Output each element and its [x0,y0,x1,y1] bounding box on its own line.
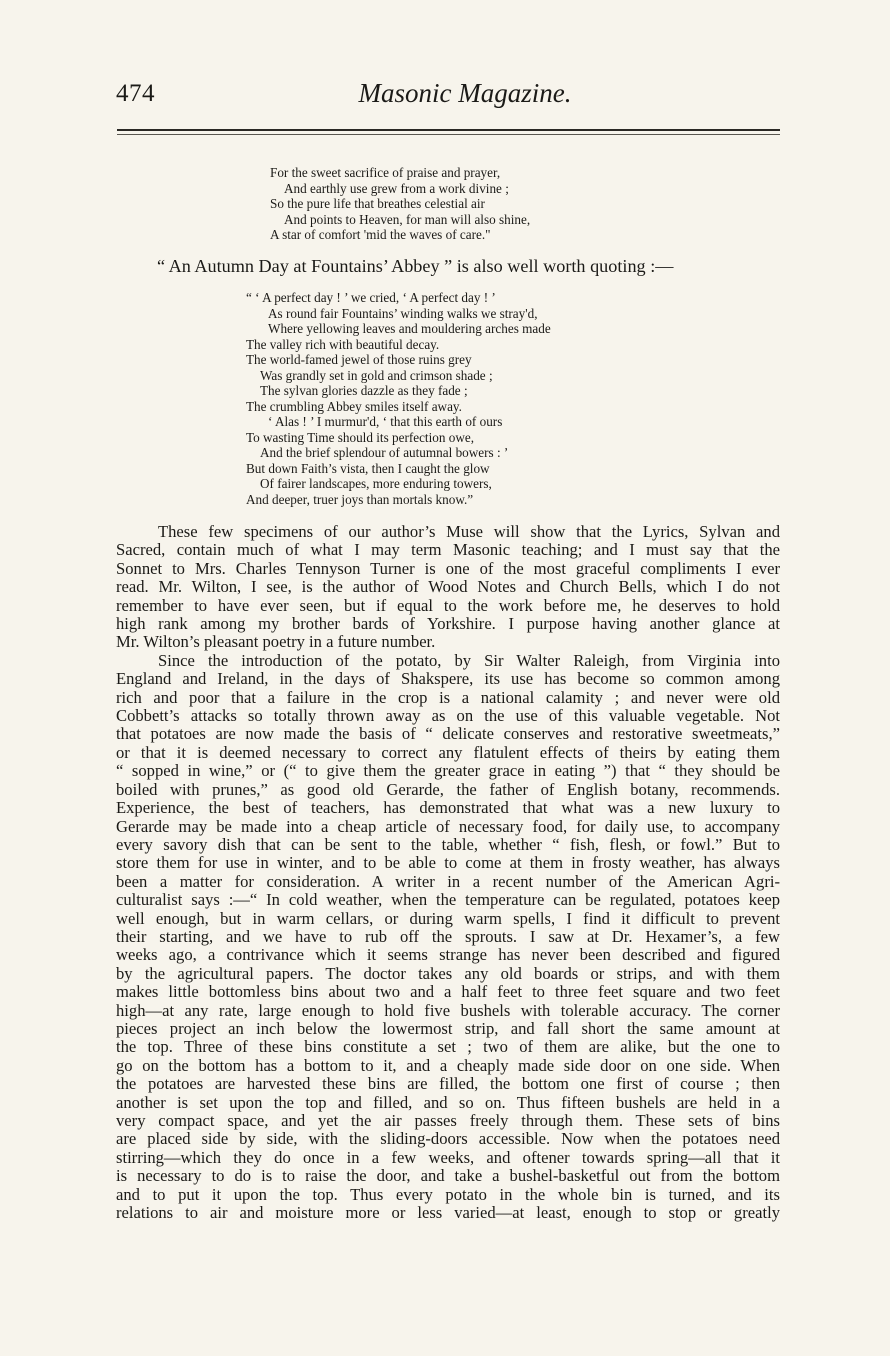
poem-excerpt-2 [246,290,551,507]
poem-line: And the brief splendour of autumnal bowers : ’ [260,445,509,460]
text-line: These few specimens of our author’s Muse will show that the Lyrics, Sylvan and [158,522,780,541]
poem-line: And earthly use grew from a work divine ; [284,180,509,196]
article-body [116,523,780,1222]
text-line: England and Ireland, in the days of Shakspere, its use has become so common among [116,669,780,689]
text-line: every savory dish that can be sent to the table, whether “ fish, flesh, or fowl.” But to [116,834,780,854]
poem-line: To wasting Time should its perfection owe, [246,429,475,445]
text-line: Gerarde may be made into a cheap article of necessary food, for daily use, to accompany [116,816,780,836]
paragraph-review [116,523,780,652]
text-line: the top. Three of these bins constitute a set ; two of them are alike, but the one to [116,1037,780,1057]
text-line: “ sopped in wine,” or (“ to give them the greater grace in eating ”) that “ they should be [116,761,780,781]
text-line: high rank among my brother bards of Yorkshire. I purpose having another glance at [116,614,780,634]
poem-line: ‘ Alas ! ’ I murmur'd, ‘ that this earth of ours [268,414,503,429]
text-line: by the agricultural papers. The doctor takes any old boards or strips, and with them [116,963,780,983]
header-rule [117,129,780,131]
poem-line: A star of comfort 'mid the waves of care." [270,227,491,242]
poem-excerpt-1 [270,165,530,243]
text-line: Sonnet to Mrs. Charles Tennyson Turner is one of the most graceful compliments I ever [116,558,780,578]
text-line: are placed side by side, with the sliding-doors accessible. Now when the potatoes need [116,1129,780,1149]
text-line: Cobbett’s attacks so totally thrown away as on the use of this valuable vegetable. Not [116,706,780,726]
text-line: read. Mr. Wilton, I see, is the author of Wood Notes and Church Bells, which I do not [116,577,780,597]
poem-line: For the sweet sacrifice of praise and prayer, [270,165,501,180]
text-line: is necessary to do is to raise the door, and take a bushel-basketful out from the bottom [116,1166,780,1186]
poem-line: Of fairer landscapes, more enduring towers, [260,476,492,491]
text-line: well enough, but in warm cellars, or during warm spells, I find it difficult to prevent [116,908,780,928]
page-number: 474 [116,80,155,107]
text-line: been a matter for consideration. A writer in a recent number of the American Agri- [116,871,780,891]
text-line: Mr. Wilton’s pleasant poetry in a future number. [116,632,436,652]
text-line: very compact space, and yet the air passes freely through them. These sets of bins [116,1111,780,1130]
text-line: culturalist says :—“ In cold weather, when the temperature can be regulated, potatoes keep [116,890,780,910]
text-line: Sacred, contain much of what I may term Masonic teaching; and I must say that the [116,540,780,560]
text-line: weeks ago, a contrivance which it seems strange has never been described and figured [116,945,780,965]
poem-line: And points to Heaven, for man will also shine, [284,211,531,227]
text-line: the potatoes are harvested these bins are filled, the bottom one first of course ; then [116,1074,780,1094]
text-line: makes little bottomless bins about two and a half feet to three feet square and two feet [116,982,780,1002]
text-line: stirring—which they do once in a few weeks, and oftener towards spring—all that it [116,1147,780,1167]
poem-line: Was grandly set in gold and crimson shade ; [260,367,493,383]
paragraph-potato [116,652,780,1223]
text-line: their starting, and we have to rub off the sprouts. I saw at Dr. Hexamer’s, a few [116,926,780,946]
text-line: Experience, the best of teachers, has demonstrated that what was a new luxury to [116,798,780,818]
text-line: and to put it upon the top. Thus every potato in the whole bin is turned, and its [116,1184,780,1204]
text-line: boiled with prunes,” as good old Gerarde, the father of English botany, recommends. [116,779,780,799]
poem-line: And deeper, truer joys than mortals know.” [246,491,474,507]
text-line: high—at any rate, large enough to hold five bushels with tolerable accuracy. The corner [116,1000,780,1020]
poem-line: Where yellowing leaves and mouldering arches made [268,321,551,336]
text-line: that potatoes are now made the basis of “ delicate conserves and restorative sweetmeats,” [116,724,780,744]
quotation-intro: “ An Autumn Day at Fountains’ Abbey ” is also well worth quoting :— [157,256,674,276]
text-line: another is set upon the top and filled, and so on. Thus fifteen bushels are held in a [116,1092,780,1112]
text-line: store them for use in winter, and to be able to come at them in frosty weather, has always [116,853,780,873]
poem-line: As round fair Fountains’ winding walks we stray'd, [268,305,538,321]
text-line: Since the introduction of the potato, by Sir Walter Raleigh, from Virginia into [158,650,780,670]
running-title: Masonic Magazine. [358,78,572,108]
text-line: rich and poor that a failure in the crop is a national calamity ; and never were old [116,687,780,707]
poem-line: The valley rich with beautiful decay. [246,336,440,352]
poem-line: But down Faith’s vista, then I caught the glow [246,460,490,476]
text-line: go on the bottom has a bottom to it, and a cheaply made side door on one side. When [116,1055,780,1075]
text-line: or that it is deemed necessary to correct any flatulent effects of theirs by eating them [116,742,780,762]
poem-line: The world-famed jewel of those ruins grey [246,352,472,367]
poem-line: The sylvan glories dazzle as they fade ; [260,383,468,398]
text-line: remember to have ever seen, but if equal to the work before me, he deserves to hold [116,595,780,615]
text-line: relations to air and moisture more or less varied—at least, enough to stop or greatly [116,1203,780,1223]
poem-line: So the pure life that breathes celestial air [270,196,485,211]
text-line: pieces project an inch below the lowermost strip, and fall short the same amount at [116,1018,780,1038]
poem-line: “ ‘ A perfect day ! ’ we cried, ‘ A perfect day ! ’ [246,290,496,305]
header-rule-thin [117,134,780,135]
poem-line: The crumbling Abbey smiles itself away. [246,398,462,414]
